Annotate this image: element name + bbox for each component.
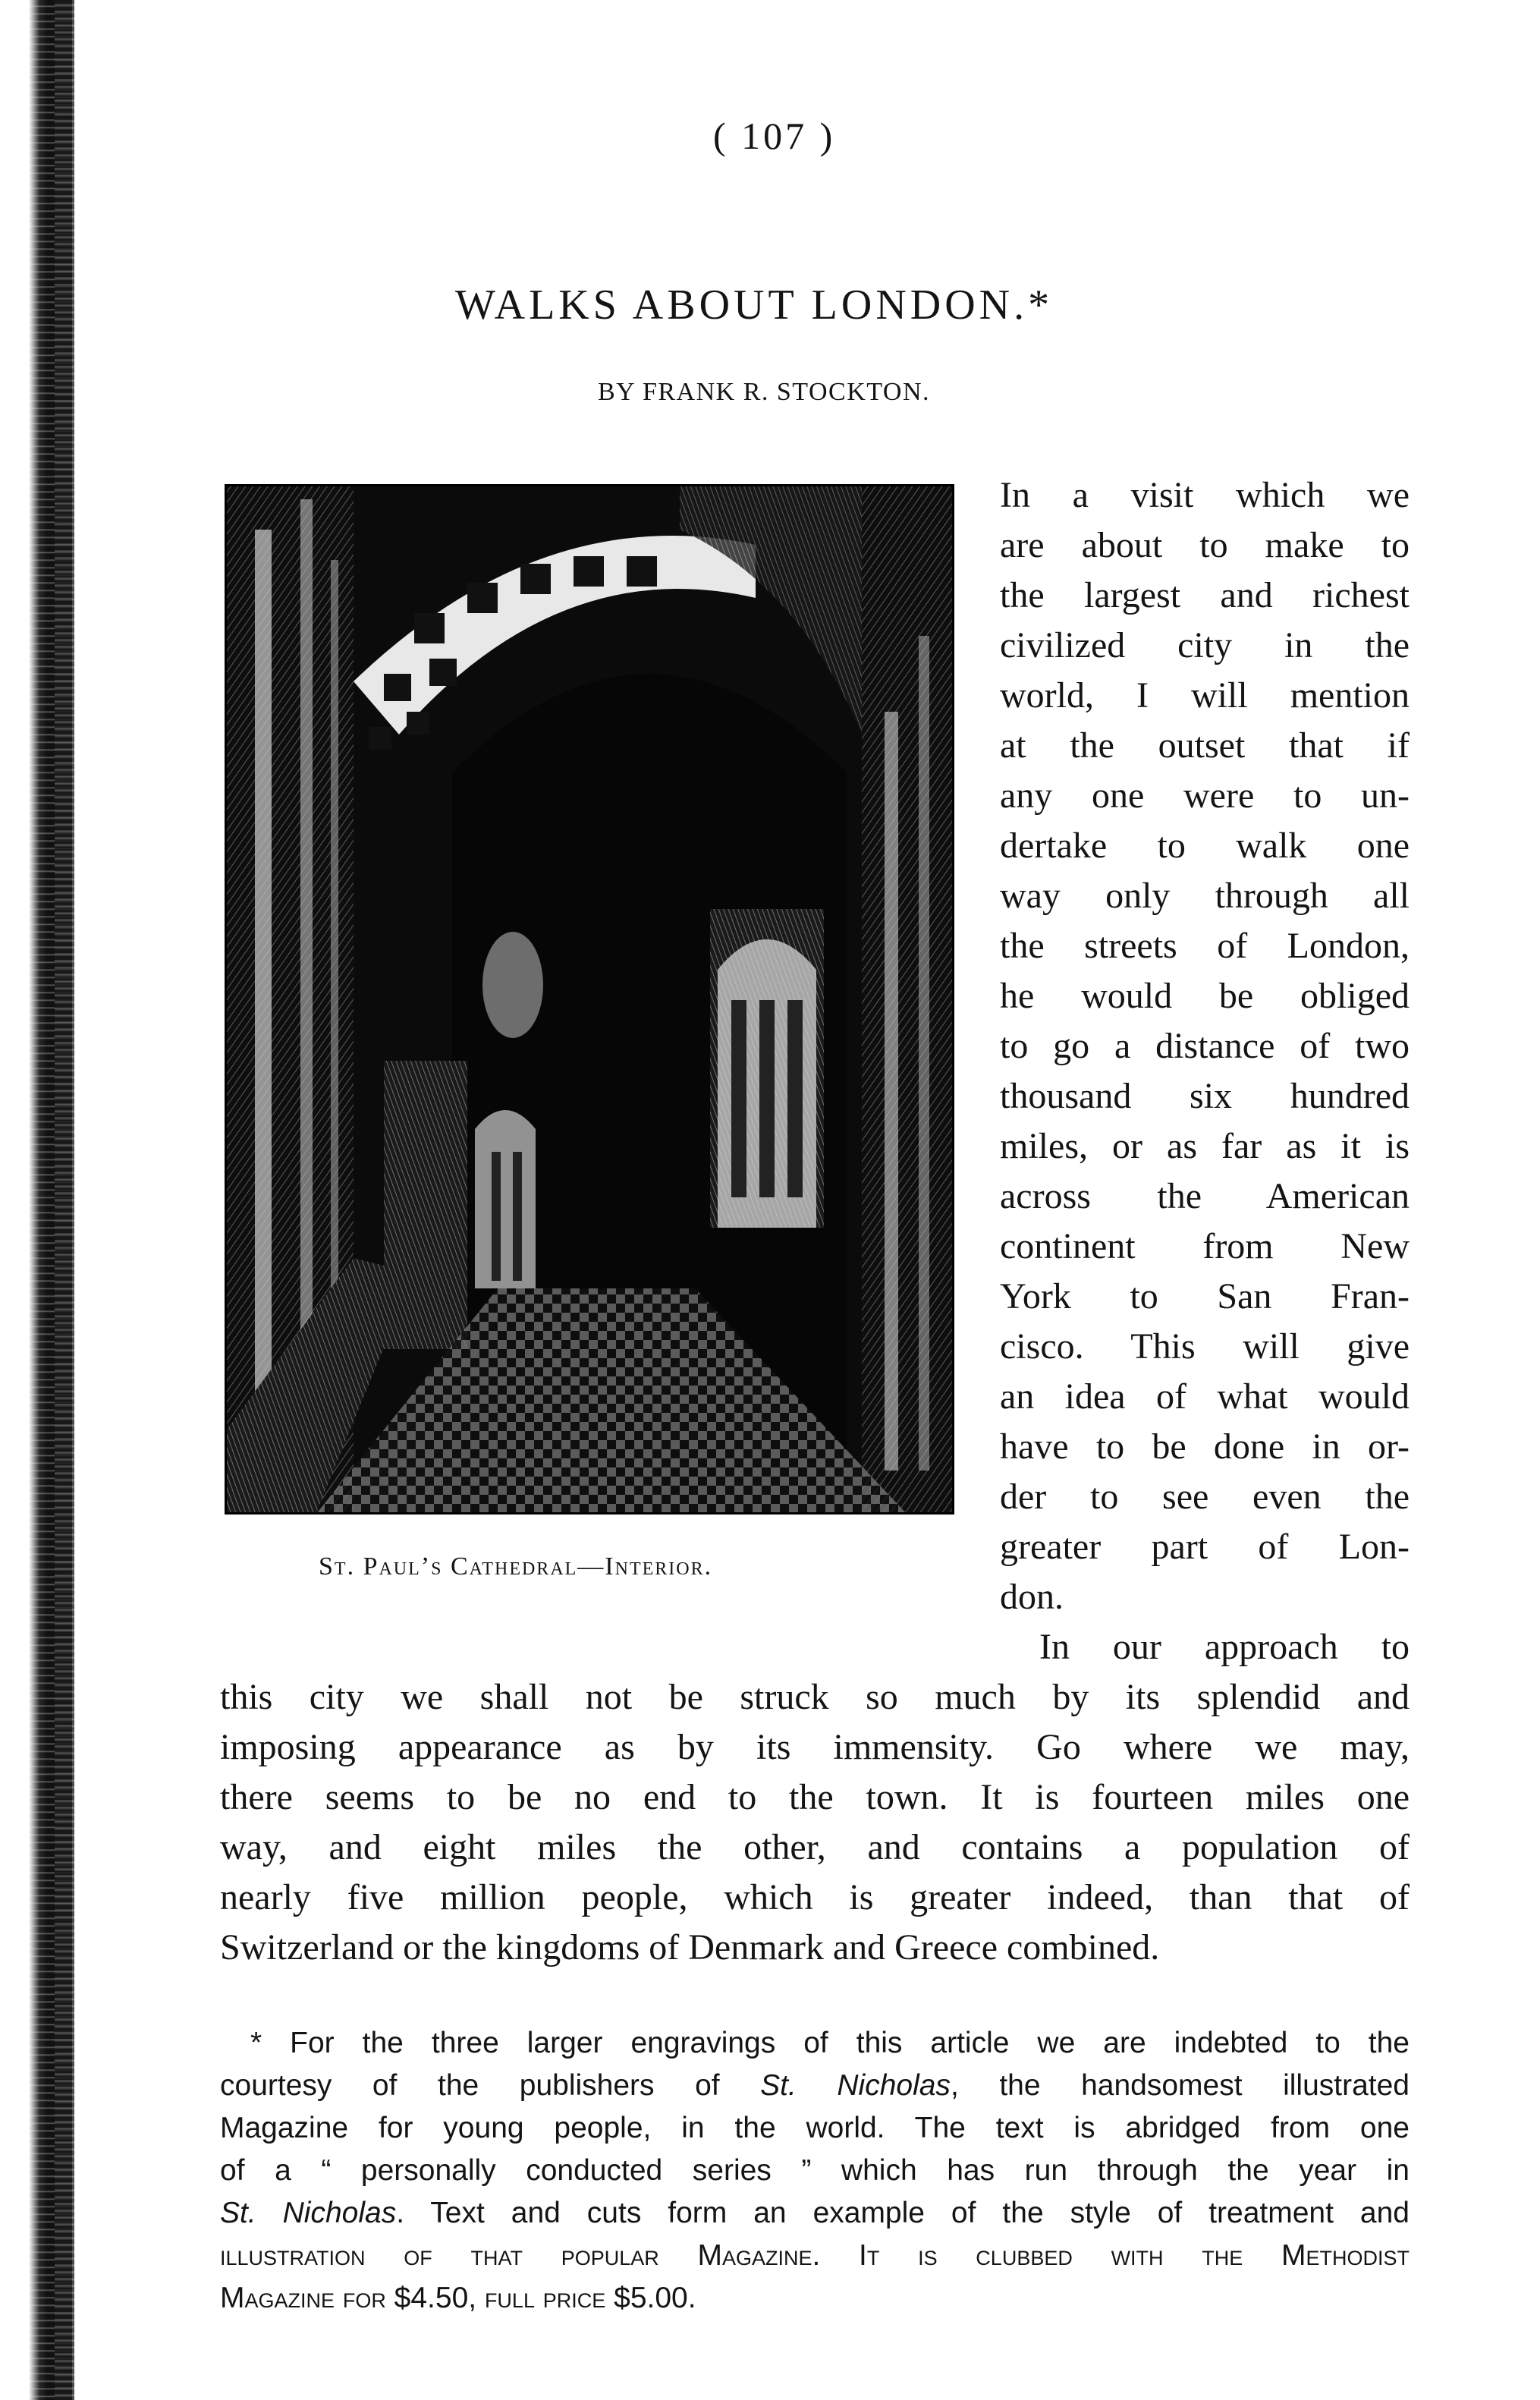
article-title: WALKS ABOUT LONDON.* [455,282,1054,329]
text-line: greater part of Lon- [1000,1527,1410,1567]
text-line: thousand six hundred [1000,1076,1410,1116]
page-number: ( 107 ) [713,115,836,157]
text-line: have to be done in or- [1000,1426,1410,1467]
magazine-title: St. Nicholas [760,2069,951,2102]
footnote-line: Magazine for young people, in the world. The text is abridged from one [220,2112,1410,2144]
footnote-line: Magazine for $4.50, full price $5.00. [220,2282,696,2314]
text-line: don. [1000,1577,1064,1617]
figure-caption: St. Paul’s Cathedral—Interior. [319,1552,713,1581]
text-line: miles, or as far as it is [1000,1126,1410,1166]
text-line: In our approach to [1039,1627,1410,1667]
text-line: the streets of London, [1000,926,1410,966]
text-line: at the outset that if [1000,725,1410,766]
text-line: way only through all [1000,876,1410,916]
footnote-line: of a “ personally conducted series ” which has run through the year in [220,2154,1410,2187]
text-line: continent from New [1000,1226,1410,1266]
article-byline: BY FRANK R. STOCKTON. [598,378,931,406]
text-line: are about to make to [1000,525,1410,565]
text-line: cisco. This will give [1000,1326,1410,1367]
text-line: nearly five million people, which is greater indeed, than that of [220,1877,1410,1917]
magazine-title: St. Nicholas [220,2197,397,2229]
footnote-line: courtesy of the publishers of St. Nicholas, the handsomest illustrated [220,2069,1410,2102]
footnote-line: * For the three larger engravings of this article we are indebted to the [250,2027,1410,2059]
text-line: Switzerland or the kingdoms of Denmark and Greece combined. [220,1927,1160,1967]
text-line: der to see even the [1000,1477,1410,1517]
text-line: there seems to be no end to the town. It is fourteen miles one [220,1777,1410,1817]
footnote-line: illustration of that popular Magazine. It is clubbed with the Methodist [220,2239,1410,2272]
cathedral-engraving [225,484,954,1515]
text-line: across the American [1000,1176,1410,1216]
text-line: civilized city in the [1000,625,1410,665]
text-line: way, and eight miles the other, and contains a population of [220,1827,1410,1867]
text-line: he would be obliged [1000,976,1410,1016]
text-line: an idea of what would [1000,1376,1410,1417]
text-line: imposing appearance as by its immensity. Go where we may, [220,1727,1410,1767]
text-line: to go a distance of two [1000,1026,1410,1066]
text-line: dertake to walk one [1000,826,1410,866]
footnote-line: St. Nicholas. Text and cuts form an example of the style of treatment and [220,2197,1410,2229]
text-line: the largest and richest [1000,575,1410,615]
text-line: world, I will mention [1000,675,1410,716]
text-line: York to San Fran- [1000,1276,1410,1316]
text-line: any one were to un- [1000,775,1410,816]
book-binding-shadow [55,0,74,2400]
text-line: this city we shall not be struck so much by its splendid and [220,1677,1410,1717]
text-line: In a visit which we [1000,475,1410,515]
